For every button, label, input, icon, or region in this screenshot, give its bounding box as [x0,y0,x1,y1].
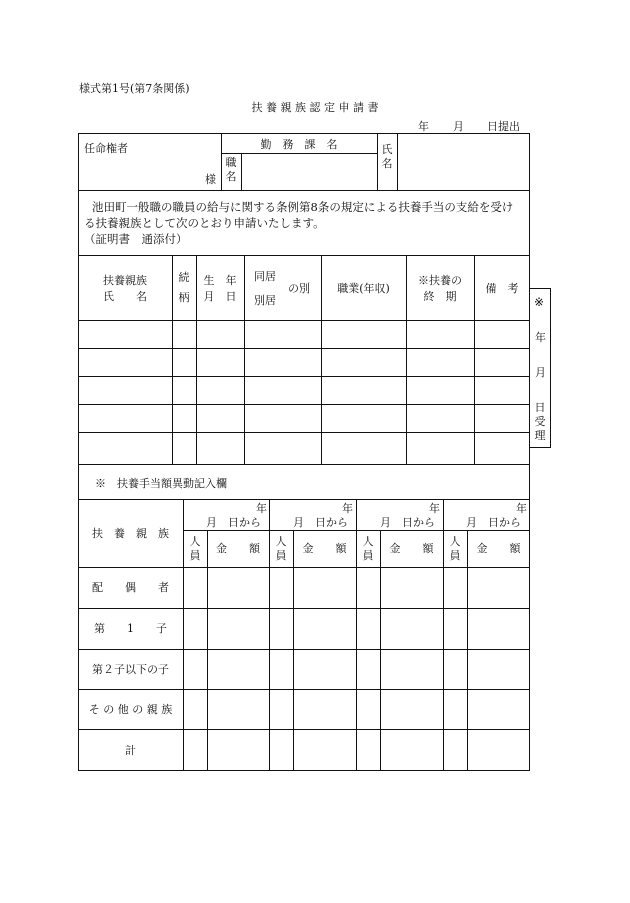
persons-header-2: 人員 [275,535,287,562]
period-2-year: 年 [342,502,353,515]
row-spouse: 配 偶 者 [92,581,169,594]
period-4-year: 年 [516,502,527,515]
col-cohabit-2: 別居 [254,294,276,307]
date-year: 年 [418,120,429,133]
col-birth-2: 月 日 [203,290,237,303]
allowance-row-header: 扶 養 親 族 [92,527,169,540]
amount-header-3: 金 額 [389,542,434,555]
col-end-period-1: ※扶養の [418,274,462,287]
period-1-from: 月 日から [206,516,261,529]
period-1-year: 年 [256,502,267,515]
amount-header-1: 金 額 [216,542,260,555]
receipt-month: 月 [535,366,546,379]
col-dependent-name-1: 扶養親族 [103,274,147,287]
receipt-year: 年 [535,331,546,344]
col-occupation: 職業(年収) [337,282,390,295]
name-label: 氏名 [381,143,393,170]
receipt-mark: ※ [534,295,545,309]
col-dependent-name-2: 氏 名 [103,290,147,303]
date-submitted: 日提出 [487,120,520,133]
period-3-from: 月 日から [380,516,435,529]
declaration-line-1: 池田町一般職の職員の給与に関する条例第8条の規定による扶養手当の支給を受け [92,200,514,214]
period-4-from: 月 日から [466,516,521,529]
declaration-line-3: （証明書 通添付） [84,232,188,246]
col-end-period-2: 終 期 [423,290,457,303]
declaration-line-2: る扶養親族として次のとおり申請いたします。 [84,216,325,230]
amount-header-2: 金 額 [302,542,347,555]
persons-header-3: 人員 [362,535,374,562]
col-relation: 続柄 [178,271,190,304]
department-label: 勤 務 課 名 [260,138,338,151]
persons-header-1: 人員 [189,535,201,562]
period-3-year: 年 [429,502,440,515]
row-first-child: 第 1 子 [94,622,167,635]
col-remarks: 備 考 [485,282,519,295]
col-cohabit-3: の別 [288,282,310,295]
form-title: 扶 養 親 族 認 定 申 請 書 [251,101,379,114]
amount-header-4: 金 額 [476,542,521,555]
receipt-day-accepted: 日受理 [534,401,546,442]
appointer-label: 任命権者 [84,142,128,155]
persons-header-4: 人員 [449,535,461,562]
date-month: 月 [453,120,464,133]
job-title-label: 職名 [225,156,237,183]
col-cohabit-1: 同居 [254,270,276,283]
allowance-section-title: ※ 扶養手当額異動記入欄 [95,477,227,490]
row-other-dependents: そ の 他 の 親 族 [88,703,173,716]
sama-label: 様 [205,173,216,186]
row-total: 計 [125,744,136,757]
job-title-field[interactable] [244,156,375,188]
col-birth-1: 生 年 [203,274,237,287]
row-second-child-or-later: 第２子以下の子 [92,663,169,676]
period-2-from: 月 日から [293,516,348,529]
name-field[interactable] [400,136,528,188]
form-number: 様式第1号(第7条関係) [79,82,190,95]
